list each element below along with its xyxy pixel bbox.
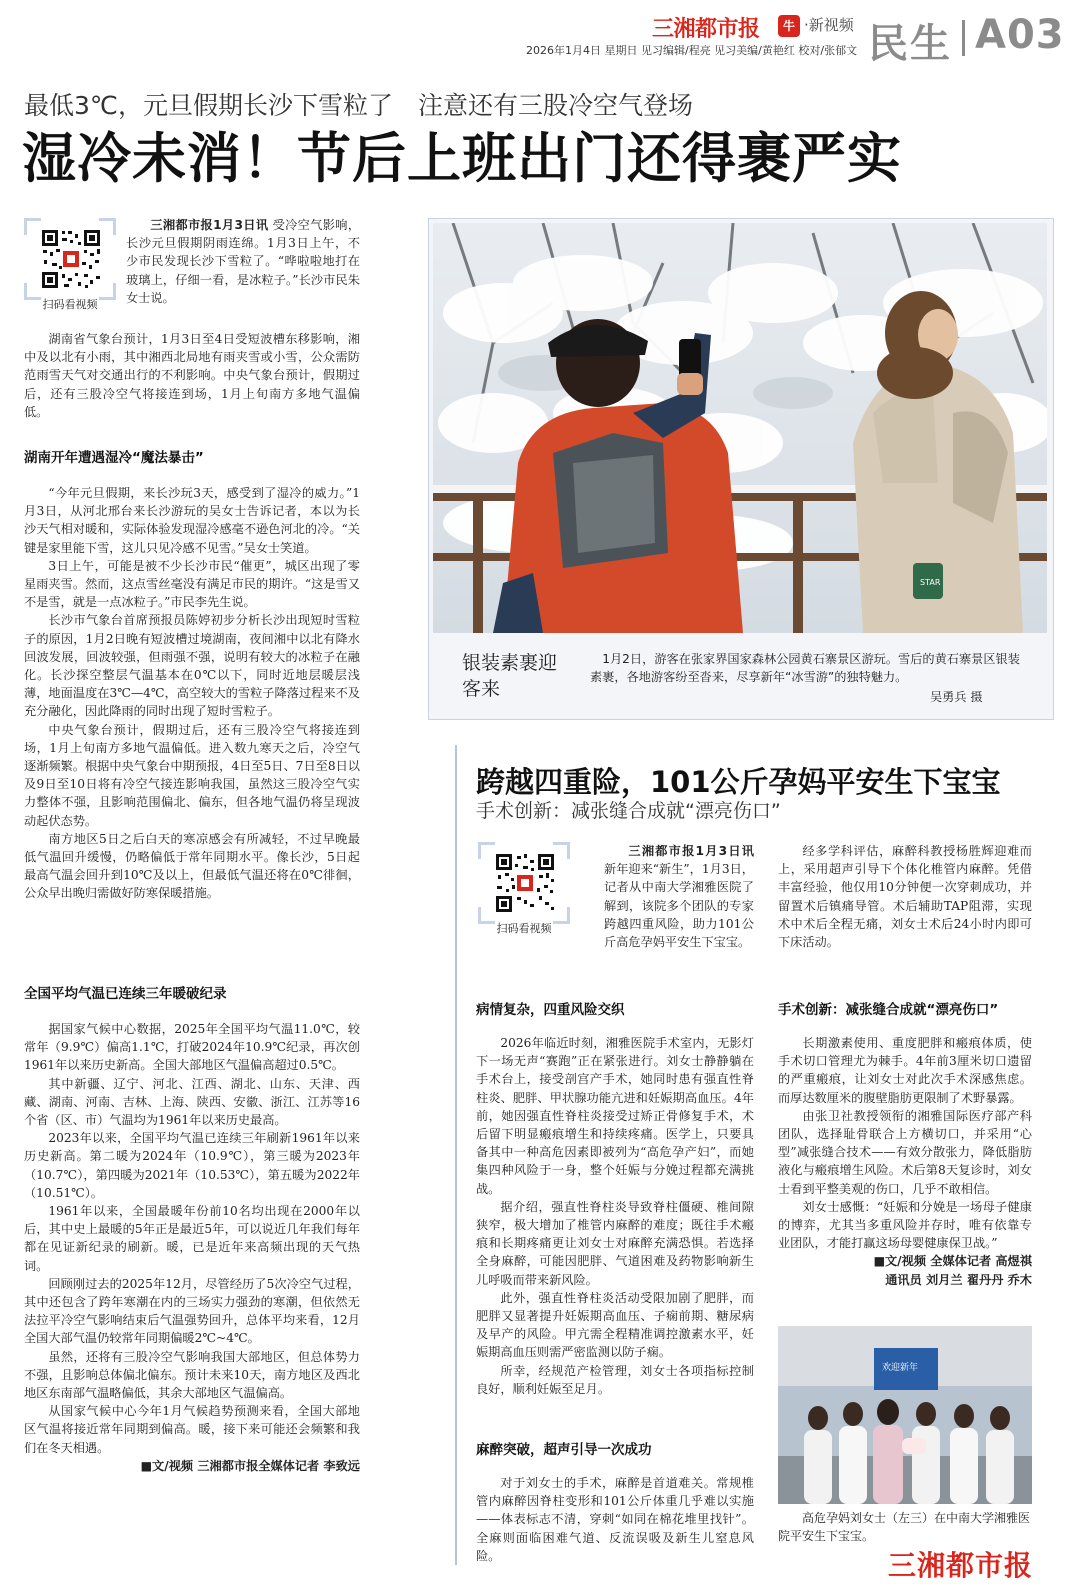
qr-caption: 扫码看视频 [496, 922, 552, 935]
story1-body-bottom [24, 1020, 360, 1475]
paragraph: 从国家气候中心今年1月气候趋势预测来看，全国大部地区气温将接近常年同期到偏高。暖，接下来可能还会频繁和我们在冬天相遇。 [24, 1404, 360, 1455]
paragraph: 南方地区5日之后白天的寒凉感会有所减轻，不过早晚最低气温回升缓慢，仍略偏低于常年同期水平。像长沙，5日起最高气温会回升到10℃及以上，但最低气温还将在0℃徘徊，公众早出晚归需做好防寒保暖措施。 [24, 831, 360, 901]
story2-rule [455, 745, 457, 1565]
photo-title: 银装素裹迎客来 [462, 652, 558, 700]
page-number: A03 [975, 12, 1065, 58]
paragraph: 据介绍，强直性脊柱炎导致脊柱僵硬、椎间隙狭窄，极大增加了椎管内麻醉的难度；既往手术瘢痕和长期疼痛更让刘女士对麻醉充满恐惧。若选择全身麻醉，可能因肥胖、气道困难及药物影响新生儿呼吸而带来新风险。 [476, 1199, 754, 1287]
paragraph: 1961年以来，全国最暖年份前10名均出现在2000年以后，其中史上最暖的5年正是最近5年，可以说近几年我们每年都在见证新纪录的刷新。暖，已是近年来高频出现的天气热词。 [24, 1204, 360, 1273]
section-divider [962, 20, 965, 56]
section-name: 民生 [868, 21, 952, 67]
story1-byline: ■文/视频 三湘都市报全媒体记者 李致远 [140, 1458, 360, 1473]
story2-subhead-3: 手术创新：减张缝合成就“漂亮伤口” [778, 1002, 999, 1018]
story1-body-mid [24, 484, 360, 903]
qr-code-icon[interactable] [494, 852, 556, 914]
paragraph: 虽然，还将有三股冷空气影响我国大部地区，但总体势力不强，且影响总体偏北偏东。预计未来10天，南方地区及西北地区东南部气温略偏低，其余大部地区气温偏高。 [24, 1349, 360, 1401]
hospital-photo [778, 1326, 1032, 1504]
paragraph: 3日上午，可能是被不少长沙市民“催更”，城区出现了零星雨夹雪。然而，这点雪丝毫没有满足市民的期许。“这是雪又不是雪，就是一点冰粒子。”市民李先生说。 [24, 558, 360, 610]
story2-byline-1: ■文/视频 全媒体记者 高煜祺 [873, 1254, 1032, 1269]
paragraph: 2023年以来，全国平均气温已连续三年刷新1961年以来历史新高。第二暖为2024年（10.9℃），第三暖为2023年（10.7℃），第四暖为2021年（10.53℃），第五暖为2022年（10.51℃）。 [24, 1131, 360, 1200]
qr-block-2[interactable] [478, 842, 570, 942]
story1-lead-text: 受冷空气影响，长沙元旦假期阴雨连绵。1月3日上午，不少市民发现长沙下雪粒了。“哗啦啦地打在玻璃上，仔细一看，是冰粒子。”长沙市民朱女士说。 [126, 218, 361, 305]
story2-subhead: 手术创新：减张缝合成就“漂亮伤口” [476, 800, 781, 822]
story1-dateline: 三湘都市报1月3日讯 [150, 218, 269, 232]
paragraph: 由张卫社教授领衔的湘雅国际医疗部产科团队，选择耻骨联合上方横切口，并采用“心型”减张缝合技术——有效分散张力，降低脂肪液化与瘢痕增生风险。术后第8天复诊时，刘女士看到平整美观的伤口，几乎不敢相信。 [778, 1108, 1032, 1196]
qr-block[interactable] [24, 218, 116, 318]
story2-lead [604, 842, 754, 951]
story2-byline-2: 通讯员 刘月兰 翟丹丹 乔木 [885, 1272, 1032, 1287]
paragraph: 据国家气候中心数据，2025年全国平均气温11.0℃，较常年（9.9℃）偏高1.1℃，打破2024年10.9℃纪录，再次创1961年以来历史新高。全国大部地区气温偏高超过0.5℃。 [24, 1022, 360, 1073]
paragraph: “今年元旦假期，来长沙玩3天，感受到了湿冷的威力。”1月3日，从河北邢台来长沙游玩的吴女士告诉记者，本以为长沙天气相对暖和，实际体验发现湿冷感毫不逊色河北的冷。“关键是家里能下雪，这儿只见冷感不见雪。”吴女士笑道。 [24, 486, 360, 555]
paragraph: 2026年临近时刻，湘雅医院手术室内，无影灯下一场无声“赛跑”正在紧张进行。刘女士静静躺在手术台上，接受剖宫产手术，她同时患有强直性脊柱炎、肥胖、甲状腺功能亢进和妊娠期高血压。4年前，她因强直性脊柱炎接受过矫正骨修复手术，术后留下明显瘢痕增生和持续疼痛。医学上，只要具备其中一种高危因素即被列为“高危孕产妇”，而她集四种风险于一身，整个妊娠与分娩过程都充满挑战。 [476, 1036, 754, 1196]
paragraph: 长沙市气象台首席预报员陈婷初步分析长沙出现短时雪粒子的原因，1月2日晚有短波槽过境湖南，夜间湘中以北有降水回波发展，回波较强，但雨强不强，说明有较大的冰粒子在融化。长沙探空整层气温基本在0℃以下，同时近地层暖层浅薄，地面温度在3℃—4℃，高空较大的雪粒子降落过程来不及充分融化，因此降雨的同时出现了短时雪粒子。 [24, 613, 360, 719]
story1-headline: 湿冷未消！节后上班出门还得裹严实 [22, 127, 902, 190]
story1-kicker: 最低3℃，元旦假期长沙下雪粒了 注意还有三股冷空气登场 [24, 91, 693, 120]
paper-logo-icon: 牛 [778, 15, 800, 37]
story1-body-top [24, 330, 360, 421]
photo-caption: 1月2日，游客在张家界国家森林公园黄石寨景区游玩。雪后的黄石寨景区银装素裹，各地游客纷至沓来，尽享新年“冰雪游”的独特魅力。 [590, 652, 1020, 684]
paragraph: 此外，强直性脊柱炎活动受限加剧了肥胖，而肥胖又显著提升妊娠期高血压、子痫前期、糖尿病及早产的风险。甲亢需全程精准调控激素水平，妊娠期高血压则需严密监测以防子痫。 [476, 1290, 754, 1360]
story2-col1 [476, 1034, 754, 1398]
story1-subhead-2: 全国平均气温已连续三年暖破纪录 [24, 986, 227, 1002]
story1-lead [126, 216, 360, 307]
video-brand: ·新视频 [804, 16, 854, 34]
date-line: 2026年1月4日 星期日 见习编辑/程亮 见习美编/黄艳红 校对/张郁文 [526, 44, 858, 57]
qr-caption: 扫码看视频 [42, 298, 98, 311]
paragraph: 回顾刚过去的2025年12月，尽管经历了5次冷空气过程，其中还包含了跨年寒潮在内的三场实力强劲的寒潮，但依然无法拉平冷空气影响结束后气温强势回升，总体平均来看，12月全国大部气温仍较常年同期偏暖2℃~4℃。 [24, 1276, 360, 1346]
paragraph: 中央气象台预计，假期过后，还有三股冷空气将接连到场，1月上旬南方多地气温偏低。进入数九寒天之后，冷空气逐渐频繁。根据中央气象台中期预报，4日至5日、7日至8日以及9日至10日将有冷空气接连影响我国，虽然这三股冷空气实力整体不强，且影响范围偏北、偏东，但各地气温仍将呈现波动起伏态势。 [24, 722, 360, 828]
story2-col1-bottom [476, 1474, 754, 1565]
paragraph: 所幸，经规范产检管理，刘女士各项指标控制良好，顺利妊娠至足月。 [476, 1363, 754, 1396]
photo-credit: 吴勇兵 摄 [930, 690, 983, 704]
story1-subhead-1: 湖南开年遭遇湿冷“魔法暴击” [24, 450, 204, 466]
paragraph: 湖南省气象台预计，1月3日至4日受短波槽东移影响，湘中及以北有小雨，其中湘西北局地有雨夹雪或小雪，公众需防范雨雪天气对交通出行的不利影响。中央气象台预计，假期过后，还有三股冷空气将接连到场，1月上旬南方多地气温偏低。 [24, 332, 360, 419]
screen-text: 欢迎新年 [882, 1363, 919, 1373]
paragraph: 对于刘女士的手术，麻醉是首道难关。常规椎管内麻醉因脊柱变形和101公斤体重几乎难以实施——体表标志不清，穿刺“如同在棉花堆里找针”。全麻则面临困难气道、反流误吸及新生儿窒息风险。 [476, 1476, 754, 1563]
paragraph: 长期激素使用、重度肥胖和瘢痕体质，使手术切口管理尤为棘手。4年前3厘米切口遗留的严重瘢痕，让刘女士对此次手术深感焦虑。而厚达数厘米的腹壁脂肪更限制了术野暴露。 [778, 1036, 1032, 1105]
story2-subhead-1: 病情复杂，四重风险交织 [476, 1002, 625, 1018]
story2-dateline: 三湘都市报1月3日讯 [628, 844, 754, 858]
story2-lead-text: 新年迎来“新生”，1月3日，记者从中南大学湘雅医院了解到，该院多个团队的专家跨越四重风险，助力101公斤高危孕妈平安生下宝宝。 [604, 862, 754, 950]
paragraph: 经多学科评估，麻醉科教授杨胜辉迎难而上，采用超声引导下个体化椎管内麻醉。凭借丰富经验，他仅用10分钟便一次穿刺成功，并留置术后镇痛导管。术后辅助TAP阻滞，实现术中术后全程无痛，刘女士术后24小时内即可下床活动。 [778, 844, 1032, 950]
snow-photo [433, 223, 1047, 633]
paper-name: 三湘都市报 [652, 17, 760, 42]
qr-code-icon[interactable] [40, 228, 102, 290]
paragraph: 其中新疆、辽宁、河北、江西、湖北、山东、天津、西藏、湖南、河南、吉林、上海、陕西、安徽、浙江、江苏等16个省（区、市）气温均为1961年以来历史最高。 [24, 1076, 360, 1128]
story2-subhead-2: 麻醉突破，超声引导一次成功 [476, 1442, 652, 1458]
footer-logo: 三湘都市报 [888, 1548, 1058, 1584]
story2-col2 [778, 842, 1032, 951]
paragraph: 刘女士感慨：“妊娠和分娩是一场母子健康的博弈，尤其当多重风险并存时，唯有依靠专业团队，才能打赢这场母婴健康保卫战。” [778, 1199, 1032, 1251]
cup-text: STAR [920, 578, 941, 587]
story2-headline: 跨越四重险，101公斤孕妈平安生下宝宝 [476, 765, 1001, 799]
hospital-photo-caption: 高危孕妈刘女士（左三）在中南大学湘雅医院平安生下宝宝。 [778, 1511, 1031, 1543]
story2-col2-body [778, 1034, 1032, 1289]
